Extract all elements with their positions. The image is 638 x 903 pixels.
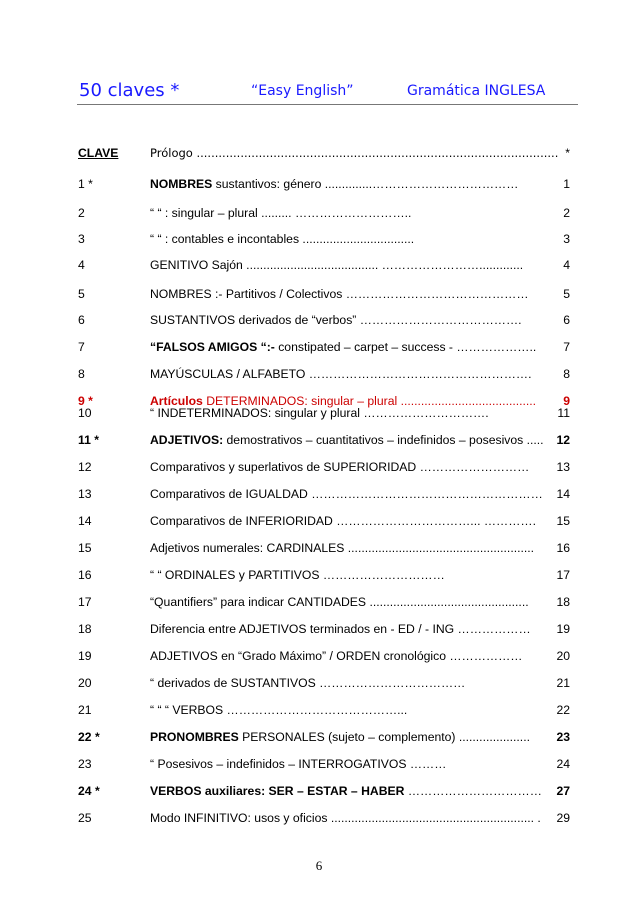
toc-row-page: 13: [556, 460, 570, 474]
toc-row-title: [150, 340, 536, 354]
toc-row-number: 3: [78, 232, 85, 246]
toc-header-row: [0, 146, 638, 164]
toc-row-page: 24: [556, 757, 570, 771]
toc-row-title-text: NOMBRES :- Partitivos / Colectivos ………………………………………: [150, 287, 529, 301]
toc-row-number: 12: [78, 460, 92, 474]
toc-row: [0, 730, 638, 748]
toc-row-title-text: “ INDETERMINADOS: singular y plural ………………………….: [150, 406, 489, 420]
toc-row: [0, 406, 638, 424]
toc-row: [0, 514, 638, 532]
prologo-title: Prólogo ...................................................................................................: [150, 146, 559, 160]
toc-row-title-text: “ Posesivos – indefinidos – INTERROGATIVOS ………: [150, 757, 447, 771]
toc-row-title-bold: ADJETIVOS:: [150, 433, 224, 447]
toc-row-number: 25: [78, 811, 92, 825]
toc-row: [0, 568, 638, 586]
toc-row: [0, 811, 638, 829]
toc-row-number: 10: [78, 406, 92, 420]
toc-row: [0, 367, 638, 385]
toc-row: [0, 784, 638, 802]
toc-row-page: 17: [556, 568, 570, 582]
toc-row-title: [150, 676, 465, 690]
toc-row-number: 20: [78, 676, 92, 690]
toc-row-number: 1 *: [78, 177, 93, 191]
toc-row-number: 4: [78, 258, 85, 272]
toc-row-title-text: “Quantifiers” para indicar CANTIDADES ...............................................: [150, 595, 529, 609]
toc-row: [0, 703, 638, 721]
toc-row: [0, 433, 638, 451]
toc-row-title-text: Comparativos y superlativos de SUPERIORIDAD ………………………: [150, 460, 530, 474]
toc-row-page: 14: [556, 487, 570, 501]
toc-row-title-text: Diferencia entre ADJETIVOS terminados en - ED / - ING ………………: [150, 622, 531, 636]
toc-row-number: 18: [78, 622, 92, 636]
toc-row-title-text: Modo INFINITIVO: usos y oficios ............................................................ .: [150, 811, 541, 825]
toc-row-number: 15: [78, 541, 92, 555]
toc-row: [0, 177, 638, 195]
toc-row-title: [150, 541, 534, 555]
clave-heading: CLAVE: [78, 146, 119, 160]
toc-row-title: [150, 730, 530, 744]
toc-row-title: [150, 487, 543, 501]
toc-row-title: [150, 433, 544, 447]
toc-row-title: [150, 460, 529, 474]
toc-row-page: 18: [556, 595, 570, 609]
header-right: Gramática INGLESA: [407, 83, 546, 99]
toc-row-number: 24 *: [78, 784, 100, 798]
toc-row-title-bold: PRONOMBRES: [150, 730, 239, 744]
toc-row-number: 19: [78, 649, 92, 663]
toc-row-number: 11 *: [78, 433, 100, 447]
toc-row-title-text: “ “ : singular – plural ......... ………………………..: [150, 206, 412, 220]
toc-row-title-text: ADJETIVOS en “Grado Máximo” / ORDEN cronológico ………………: [150, 649, 523, 663]
toc-row-title-bold: “FALSOS AMIGOS “:-: [150, 340, 275, 354]
toc-row-number: 6: [78, 313, 85, 327]
toc-row-title: [150, 784, 542, 798]
toc-row: [0, 595, 638, 613]
toc-row-title: [150, 811, 541, 825]
toc-row-page: 3: [563, 232, 570, 246]
toc-row-title: [150, 703, 407, 717]
toc-row-title: [150, 406, 489, 420]
toc-row-title: [150, 514, 536, 528]
toc-row-title-text: PERSONALES (sujeto – complemento) .....................: [238, 730, 530, 744]
toc-row-title-text: constipated – carpet – success - ………………..: [274, 340, 537, 354]
toc-row-title: [150, 206, 411, 220]
toc-row-title: [150, 649, 523, 663]
toc-row-title-text: GENITIVO Sajón ....................................... …………………….............: [150, 258, 524, 272]
toc-row-page: 12: [556, 433, 570, 447]
toc-row-number: 13: [78, 487, 92, 501]
toc-row: [0, 258, 638, 276]
toc-row-title: [150, 757, 446, 771]
toc-row-title-text: “ “ ORDINALES y PARTITIVOS …………………………: [150, 568, 445, 582]
toc-row-title-text: DETERMINADOS: singular – plural ........................................: [202, 394, 537, 408]
toc-row-page: 20: [556, 649, 570, 663]
toc-row-page: 6: [563, 313, 570, 327]
toc-row-title-text: MAYÚSCULAS / ALFABETO ……………………………………………….: [150, 367, 532, 381]
toc-row-page: 8: [563, 367, 570, 381]
toc-row-page: 9: [563, 394, 570, 408]
toc-row-title: [150, 595, 529, 609]
toc-row-title-bold: NOMBRES: [150, 177, 213, 191]
toc-row: [0, 287, 638, 305]
toc-row-page: 22: [556, 703, 570, 717]
toc-row-title: [150, 258, 523, 272]
toc-row-page: 7: [563, 340, 570, 354]
toc-row-title: [150, 622, 531, 636]
toc-row-page: 15: [556, 514, 570, 528]
toc-row: [0, 487, 638, 505]
toc-row-title-text: demostrativos – cuantitativos – indefinidos – posesivos .....: [223, 433, 544, 447]
toc-row-page: 5: [563, 287, 570, 301]
toc-row-title: [150, 232, 414, 246]
toc-row-number: 9 *: [78, 394, 93, 408]
toc-row: [0, 313, 638, 331]
toc-row: [0, 757, 638, 775]
prologo-page: *: [565, 146, 570, 160]
toc-row-page: 16: [556, 541, 570, 555]
toc-row: [0, 649, 638, 667]
toc-row: [0, 622, 638, 640]
toc-row-title: [150, 568, 445, 582]
toc-row-title-text: Adjetivos numerales: CARDINALES .......................................................: [150, 541, 535, 555]
toc-row-page: 1: [563, 177, 570, 191]
toc-row-title-text: “ derivados de SUSTANTIVOS ………………………………: [150, 676, 466, 690]
toc-row-number: 8: [78, 367, 85, 381]
toc-row: [0, 676, 638, 694]
toc-row-page: 23: [556, 730, 570, 744]
toc-row-number: 17: [78, 595, 92, 609]
toc-row: [0, 206, 638, 224]
toc-row-page: 4: [563, 258, 570, 272]
toc-row-number: 14: [78, 514, 92, 528]
toc-row-page: 19: [556, 622, 570, 636]
toc-row-page: 11: [557, 406, 570, 420]
toc-row-title-text: “ “ “ VERBOS ……………………………………...: [150, 703, 408, 717]
toc-row-page: 27: [556, 784, 570, 798]
toc-row: [0, 541, 638, 559]
header-middle: “Easy English”: [251, 83, 354, 99]
toc-row: [0, 340, 638, 358]
toc-row-title-text: Comparativos de IGUALDAD …………………………………………………: [150, 487, 543, 501]
toc-row-number: 16: [78, 568, 92, 582]
toc-row: [0, 232, 638, 250]
toc-row-title-text: SUSTANTIVOS derivados de “verbos” ………………………………….: [150, 313, 522, 327]
toc-row-title: [150, 177, 518, 191]
toc-row-title-text: Comparativos de INFERIORIDAD ……………………………... ………….: [150, 514, 536, 528]
toc-row-page: 21: [556, 676, 570, 690]
toc-row-title: [150, 287, 529, 301]
toc-row-page: 2: [563, 206, 570, 220]
header-left: 50 claves *: [79, 80, 180, 101]
toc-row: [0, 460, 638, 478]
toc-row-page: 29: [556, 811, 570, 825]
toc-row-number: 23: [78, 757, 92, 771]
document-header: [77, 78, 578, 105]
page-number: 6: [315, 858, 323, 873]
toc-row-title: [150, 313, 522, 327]
toc-row-number: 22 *: [78, 730, 100, 744]
toc-row-title: [150, 367, 531, 381]
toc-row-title-text: sustantivos: género ..............………………………………: [212, 177, 519, 191]
toc-row-number: 2: [78, 206, 85, 220]
toc-row-number: 21: [78, 703, 92, 717]
toc-row-title-text: “ “ : contables e incontables .................................: [150, 232, 415, 246]
toc-row-title-bold: VERBOS auxiliares: SER – ESTAR – HABER: [150, 784, 405, 798]
toc-row-title-text: ……………………………: [404, 784, 542, 798]
toc-row-number: 7: [78, 340, 85, 354]
toc-row-title-bold: Artículos: [150, 394, 203, 408]
toc-row-number: 5: [78, 287, 85, 301]
